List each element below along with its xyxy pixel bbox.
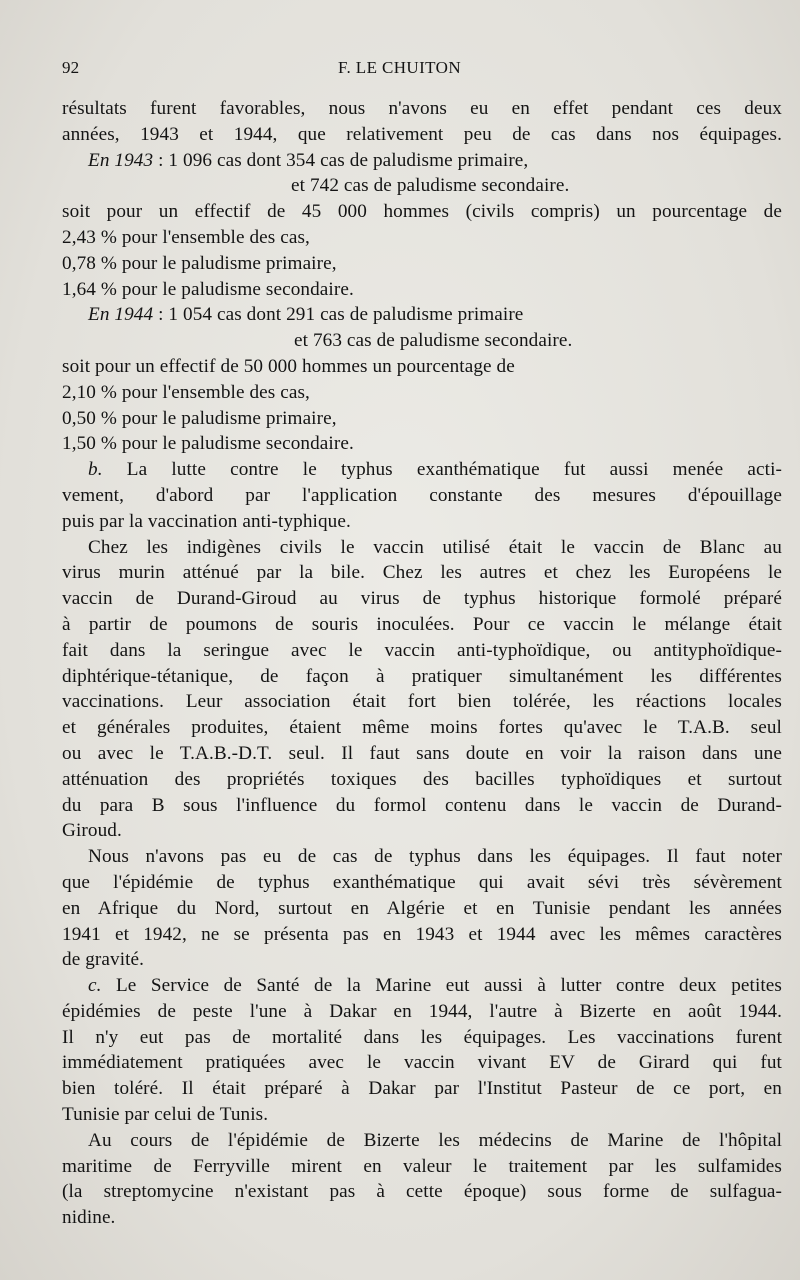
text-line: ou avec le T.A.B.-D.T. seul. Il faut sans doute en voir la raison dans une [62, 742, 782, 764]
text-line: diphtérique-tétanique, de façon à pratiquer simultanément les différentes [62, 665, 782, 687]
text-line: et 763 cas de paludisme secondaire. [294, 330, 573, 352]
text-line: 1,50 % pour le paludisme secondaire. [62, 433, 354, 455]
text-line: épidémies de peste l'une à Dakar en 1944, l'autre à Bizerte en août 1944. [62, 1000, 782, 1022]
text-line [62, 148, 782, 174]
text-line: de gravité. [62, 949, 145, 971]
text-line: vement, d'abord par l'application constante des mesures d'épouillage [62, 484, 782, 506]
line-text: La lutte contre le typhus exanthématique fut aussi menée acti- [102, 459, 782, 481]
section-letter: b. [88, 459, 103, 481]
text-line: résultats furent favorables, nous n'avons eu en effet pendant ces deux [62, 98, 782, 119]
body-text [62, 96, 782, 1231]
page-number: 92 [62, 58, 80, 77]
text-line [62, 973, 782, 999]
text-line [62, 302, 782, 328]
text-line: bien toléré. Il était préparé à Dakar par l'Institut Pasteur de ce port, en [62, 1078, 782, 1100]
text-line: Au cours de l'épidémie de Bizerte les médecins de Marine de l'hôpital [88, 1129, 782, 1151]
line-text: : 1 096 cas dont 354 cas de paludisme primaire, [153, 149, 529, 171]
text-line: soit pour un effectif de 50 000 hommes un pourcentage de [62, 355, 515, 377]
text-line [62, 457, 782, 483]
text-line: vaccin de Durand-Giroud au virus de typhus historique formolé préparé [62, 588, 782, 610]
text-line: fait dans la seringue avec le vaccin anti-typhoïdique, ou antityphoïdique- [62, 639, 782, 661]
text-line: vaccinations. Leur association était fort bien tolérée, les réactions locales [62, 691, 782, 713]
text-line: 2,43 % pour l'ensemble des cas, [62, 226, 310, 248]
text-line: Giroud. [62, 820, 122, 842]
text-line: Tunisie par celui de Tunis. [62, 1104, 269, 1126]
text-line: en Afrique du Nord, surtout en Algérie et en Tunisie pendant les années [62, 897, 782, 919]
line-text: Le Service de Santé de la Marine eut aussi à lutter contre deux petites [101, 975, 782, 997]
text-line: 1941 et 1942, ne se présenta pas en 1943 et 1944 avec les mêmes caractères [62, 923, 782, 945]
year-label: En 1943 [88, 149, 154, 171]
text-line: et générales produites, étaient même moins fortes qu'avec le T.A.B. seul [62, 717, 782, 739]
text-line: Nous n'avons pas eu de cas de typhus dans les équipages. Il faut noter [88, 846, 782, 868]
text-line: nidine. [62, 1207, 116, 1229]
text-line: Chez les indigènes civils le vaccin utilisé était le vaccin de Blanc au [88, 536, 782, 558]
text-line: et 742 cas de paludisme secondaire. [291, 175, 570, 197]
text-line: puis par la vaccination anti-typhique. [62, 510, 351, 532]
line-text: : 1 054 cas dont 291 cas de paludisme primaire [153, 304, 524, 326]
text-line: atténuation des propriétés toxiques des bacilles typhoïdiques et surtout [62, 768, 782, 790]
section-letter: c. [88, 975, 102, 997]
text-line: 0,50 % pour le paludisme primaire, [62, 407, 337, 429]
running-head: F. LE CHUITON [338, 58, 461, 77]
page-header [62, 58, 764, 84]
text-line: Il n'y eut pas de mortalité dans les équipages. Les vaccinations furent [62, 1026, 782, 1048]
text-line: soit pour un effectif de 45 000 hommes (civils compris) un pourcentage de [62, 201, 782, 223]
text-line: que l'épidémie de typhus exanthématique qui avait sévi très sévèrement [62, 871, 782, 893]
text-line: 2,10 % pour l'ensemble des cas, [62, 381, 310, 403]
text-line: immédiatement pratiquées avec le vaccin vivant EV de Girard qui fut [62, 1052, 782, 1074]
text-line: 0,78 % pour le paludisme primaire, [62, 252, 337, 274]
text-line: 1,64 % pour le paludisme secondaire. [62, 278, 354, 300]
text-line: du para B sous l'influence du formol contenu dans le vaccin de Durand- [62, 794, 782, 816]
text-line: maritime de Ferryville mirent en valeur le traitement par les sulfamides [62, 1155, 782, 1177]
year-label: En 1944 [88, 304, 154, 326]
text-line: années, 1943 et 1944, que relativement peu de cas dans nos équipages. [62, 123, 782, 145]
text-line: à partir de poumons de souris inoculées. Pour ce vaccin le mélange était [62, 613, 782, 635]
text-line: (la streptomycine n'existant pas à cette époque) sous forme de sulfagua- [62, 1181, 782, 1203]
text-line: virus murin atténué par la bile. Chez les autres et chez les Européens le [62, 562, 782, 584]
